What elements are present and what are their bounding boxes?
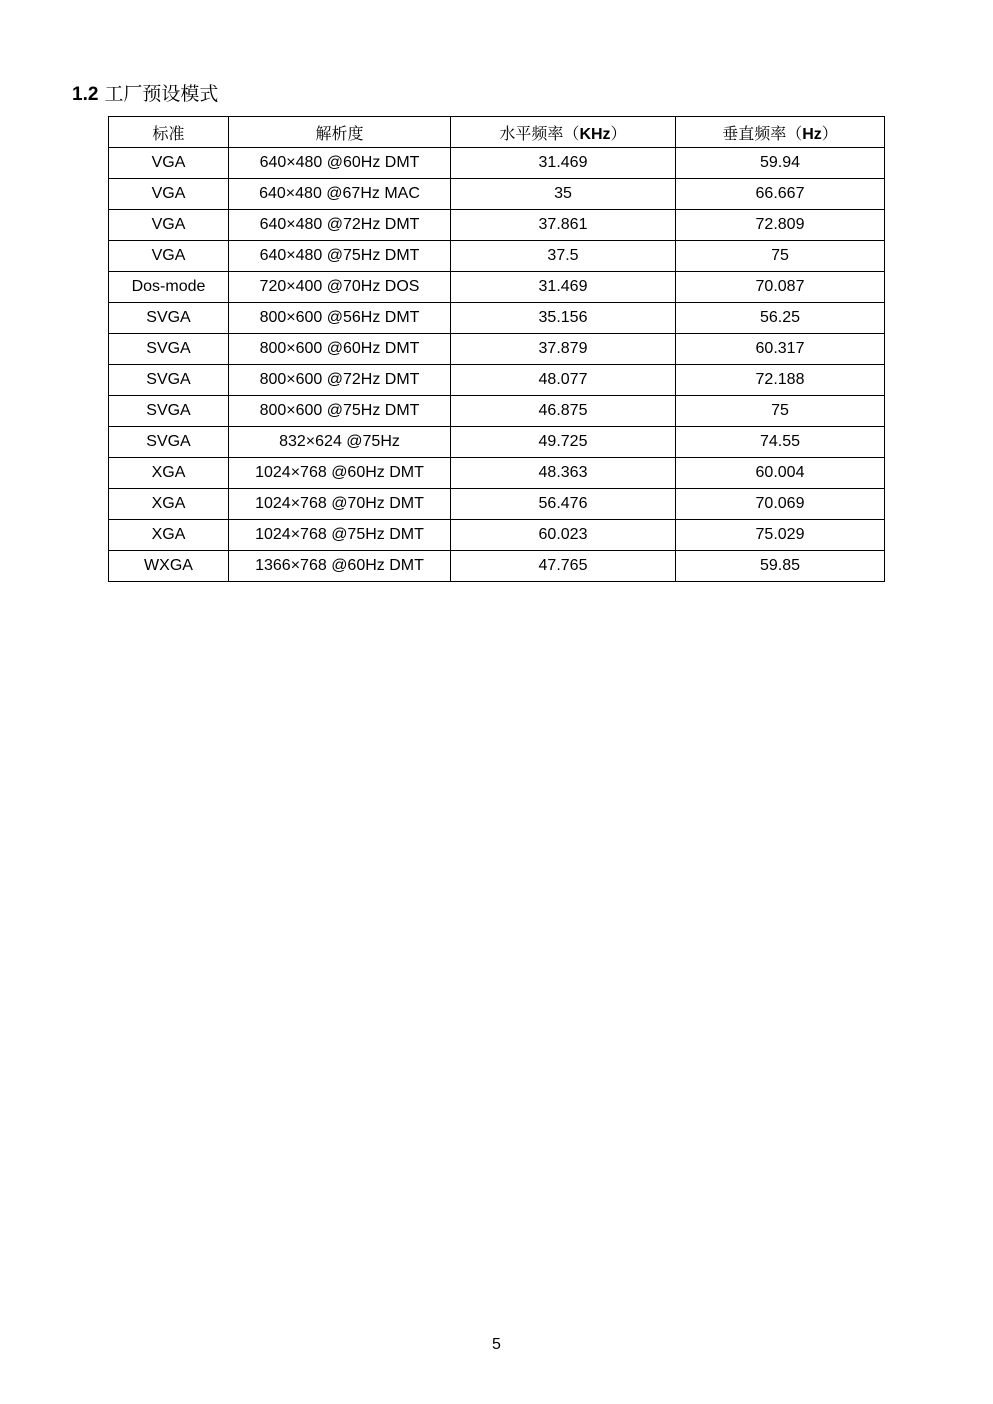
- section-title: 工厂预设模式: [104, 84, 219, 105]
- cell-resolution: 640×480 @72Hz DMT: [229, 210, 451, 241]
- cell-horizontal-frequency: 35: [451, 179, 676, 210]
- cell-horizontal-frequency: 48.363: [451, 458, 676, 489]
- cell-horizontal-frequency: 37.5: [451, 241, 676, 272]
- header-horizontal-frequency: [451, 117, 676, 148]
- header-v-freq-unit: Hz: [802, 125, 822, 143]
- cell-resolution: 800×600 @56Hz DMT: [229, 303, 451, 334]
- cell-standard: SVGA: [109, 396, 229, 427]
- cell-horizontal-frequency: 60.023: [451, 520, 676, 551]
- cell-resolution: 640×480 @60Hz DMT: [229, 148, 451, 179]
- cell-horizontal-frequency: 37.879: [451, 334, 676, 365]
- cell-vertical-frequency: 75: [676, 241, 885, 272]
- preset-modes-table: [108, 116, 885, 582]
- cell-horizontal-frequency: 49.725: [451, 427, 676, 458]
- cell-horizontal-frequency: 48.077: [451, 365, 676, 396]
- table-header-row: [109, 117, 885, 148]
- table-row: [109, 179, 885, 210]
- section-heading: [72, 82, 218, 108]
- table-row: [109, 396, 885, 427]
- header-h-freq-unit: KHz: [579, 125, 611, 143]
- cell-resolution: 1024×768 @70Hz DMT: [229, 489, 451, 520]
- cell-resolution: 720×400 @70Hz DOS: [229, 272, 451, 303]
- cell-horizontal-frequency: 35.156: [451, 303, 676, 334]
- cell-standard: VGA: [109, 241, 229, 272]
- cell-horizontal-frequency: 31.469: [451, 148, 676, 179]
- cell-vertical-frequency: 59.85: [676, 551, 885, 582]
- cell-vertical-frequency: 60.317: [676, 334, 885, 365]
- header-v-freq-prefix: 垂直频率（: [722, 125, 803, 143]
- cell-resolution: 1366×768 @60Hz DMT: [229, 551, 451, 582]
- cell-vertical-frequency: 75.029: [676, 520, 885, 551]
- cell-horizontal-frequency: 37.861: [451, 210, 676, 241]
- table-row: [109, 210, 885, 241]
- cell-resolution: 832×624 @75Hz: [229, 427, 451, 458]
- cell-vertical-frequency: 66.667: [676, 179, 885, 210]
- cell-vertical-frequency: 75: [676, 396, 885, 427]
- table-row: [109, 272, 885, 303]
- table-row: [109, 489, 885, 520]
- header-h-freq-prefix: 水平频率（: [499, 125, 580, 143]
- cell-horizontal-frequency: 31.469: [451, 272, 676, 303]
- table-row: [109, 427, 885, 458]
- cell-horizontal-frequency: 56.476: [451, 489, 676, 520]
- cell-resolution: 1024×768 @75Hz DMT: [229, 520, 451, 551]
- table-row: [109, 241, 885, 272]
- cell-standard: VGA: [109, 148, 229, 179]
- cell-vertical-frequency: 70.069: [676, 489, 885, 520]
- header-h-freq-suffix: ）: [610, 125, 627, 143]
- cell-standard: VGA: [109, 210, 229, 241]
- cell-resolution: 800×600 @60Hz DMT: [229, 334, 451, 365]
- cell-horizontal-frequency: 46.875: [451, 396, 676, 427]
- header-vertical-frequency: [676, 117, 885, 148]
- cell-standard: XGA: [109, 458, 229, 489]
- cell-standard: SVGA: [109, 427, 229, 458]
- cell-standard: SVGA: [109, 303, 229, 334]
- cell-horizontal-frequency: 47.765: [451, 551, 676, 582]
- table-row: [109, 334, 885, 365]
- cell-resolution: 800×600 @72Hz DMT: [229, 365, 451, 396]
- section-number: 1.2: [72, 84, 99, 105]
- cell-vertical-frequency: 70.087: [676, 272, 885, 303]
- table-row: [109, 551, 885, 582]
- cell-standard: VGA: [109, 179, 229, 210]
- cell-resolution: 800×600 @75Hz DMT: [229, 396, 451, 427]
- cell-resolution: 640×480 @75Hz DMT: [229, 241, 451, 272]
- cell-standard: WXGA: [109, 551, 229, 582]
- cell-standard: SVGA: [109, 365, 229, 396]
- cell-standard: SVGA: [109, 334, 229, 365]
- page-number: 5: [492, 1336, 501, 1353]
- header-standard: 标准: [109, 117, 229, 148]
- cell-vertical-frequency: 74.55: [676, 427, 885, 458]
- cell-vertical-frequency: 56.25: [676, 303, 885, 334]
- table-row: [109, 365, 885, 396]
- header-resolution: 解析度: [229, 117, 451, 148]
- table-row: [109, 520, 885, 551]
- cell-standard: XGA: [109, 520, 229, 551]
- cell-vertical-frequency: 59.94: [676, 148, 885, 179]
- cell-vertical-frequency: 72.188: [676, 365, 885, 396]
- table-row: [109, 458, 885, 489]
- cell-standard: XGA: [109, 489, 229, 520]
- cell-standard: Dos-mode: [109, 272, 229, 303]
- cell-resolution: 640×480 @67Hz MAC: [229, 179, 451, 210]
- table-row: [109, 148, 885, 179]
- cell-vertical-frequency: 72.809: [676, 210, 885, 241]
- header-v-freq-suffix: ）: [821, 125, 838, 143]
- cell-vertical-frequency: 60.004: [676, 458, 885, 489]
- cell-resolution: 1024×768 @60Hz DMT: [229, 458, 451, 489]
- table-row: [109, 303, 885, 334]
